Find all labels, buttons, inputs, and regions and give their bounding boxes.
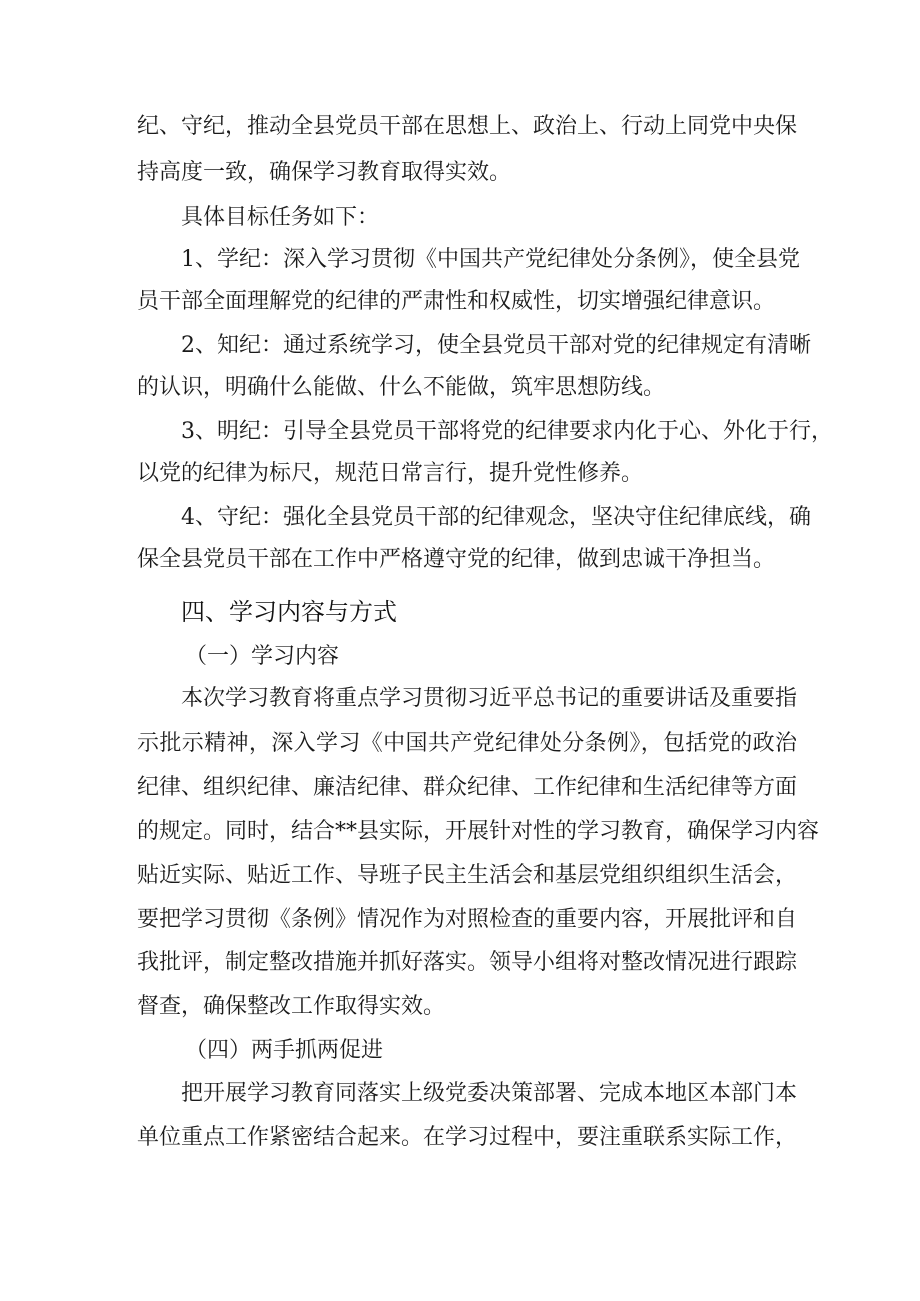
goal-2-line-1: 2、知纪：通过系统学习，使全县党员干部对党的纪律规定有清晰 <box>181 333 811 358</box>
sub-one-line-3: 纪律、组织纪律、廉洁纪律、群众纪律、工作纪律和生活纪律等方面 <box>137 775 798 800</box>
sub-four-line-2: 单位重点工作紧密结合起来。在学习过程中，要注重联系实际工作， <box>137 1125 798 1150</box>
sub-one-line-1: 本次学习教育将重点学习贯彻习近平总书记的重要讲话及重要指 <box>181 686 798 711</box>
goal-4-line-1: 4、守纪：强化全县党员干部的纪律观念，坚决守住纪律底线，确 <box>181 505 811 530</box>
sub-one-line-4: 的规定。同时，结合**县实际，开展针对性的学习教育，确保学习内容 <box>137 819 820 844</box>
sub-four-line-1: 把开展学习教育同落实上级党委决策部署、完成本地区本部门本 <box>181 1081 798 1106</box>
sub-one-line-5: 贴近实际、贴近工作、导班子民主生活会和基层党组织组织生活会， <box>137 863 798 888</box>
sub-one-line-7: 我批评，制定整改措施并抓好落实。领导小组将对整改情况进行跟踪 <box>137 950 798 975</box>
sub-one-line-8: 督查，确保整改工作取得实效。 <box>137 994 446 1019</box>
intro-line-1: 纪、守纪，推动全县党员干部在思想上、政治上、行动上同党中央保 <box>137 114 798 139</box>
sub-one-line-6: 要把学习贯彻《条例》情况作为对照检查的重要内容，开展批评和自 <box>137 907 798 932</box>
goals-lead: 具体目标任务如下： <box>181 205 380 230</box>
goal-4-line-2: 保全县党员干部在工作中严格遵守党的纪律，做到忠诚干净担当。 <box>137 547 776 572</box>
sub-four-heading: （四）两手抓两促进 <box>185 1038 384 1063</box>
sub-one-heading: （一）学习内容 <box>185 644 340 669</box>
goal-3-line-2: 以党的纪律为标尺，规范日常言行，提升党性修养。 <box>137 461 644 486</box>
goal-3-line-1: 3、明纪：引导全县党员干部将党的纪律要求内化于心、外化于行， <box>181 419 833 444</box>
intro-line-2: 持高度一致，确保学习教育取得实效。 <box>137 160 512 185</box>
section-four-heading: 四、学习内容与方式 <box>181 598 397 626</box>
sub-one-line-2: 示批示精神，深入学习《中国共产党纪律处分条例》，包括党的政治 <box>137 731 797 756</box>
goal-1-line-1: 1、学纪：深入学习贯彻《中国共产党纪律处分条例》，使全县党 <box>181 247 800 272</box>
goal-2-line-2: 的认识，明确什么能做、什么不能做，筑牢思想防线。 <box>137 375 666 400</box>
goal-1-line-2: 员干部全面理解党的纪律的严肃性和权威性，切实增强纪律意识。 <box>137 289 776 314</box>
